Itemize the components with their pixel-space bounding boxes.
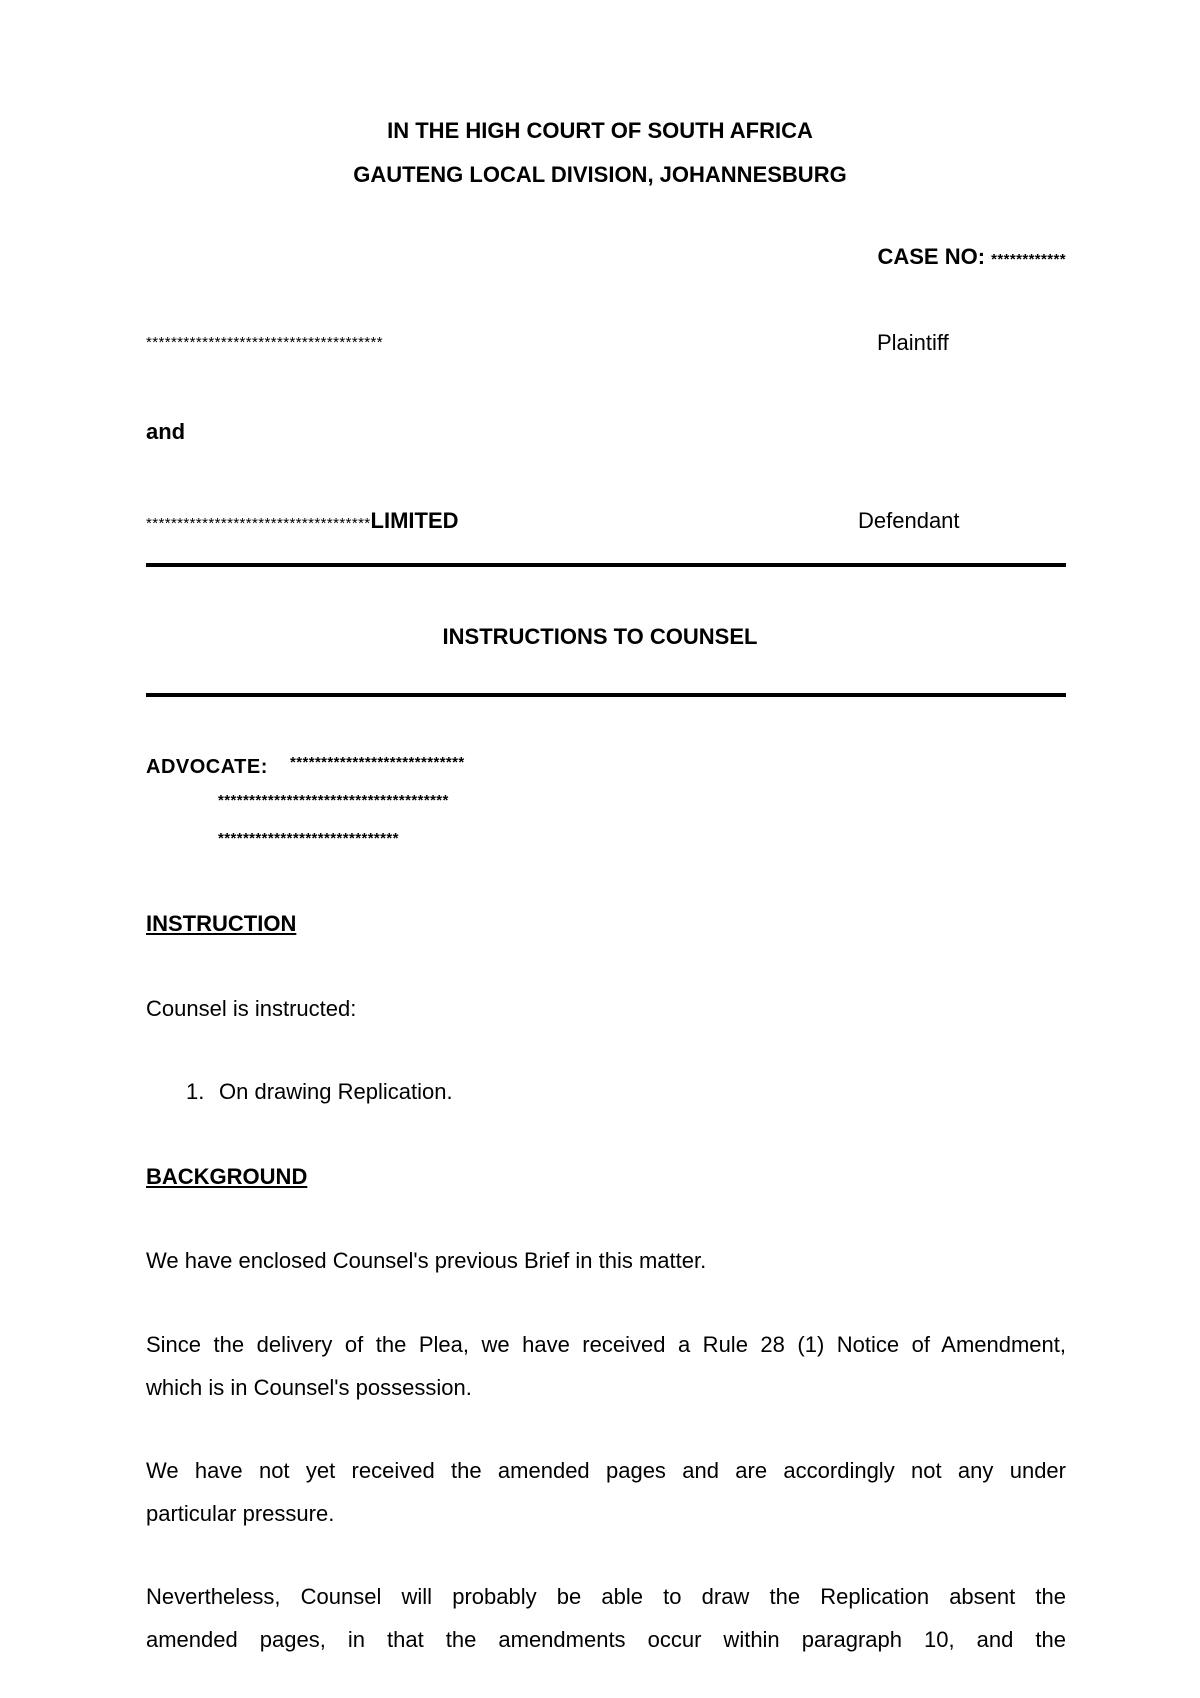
defendant-name (146, 508, 459, 537)
background-paragraph-line: amended pages, in that the amendments occur within paragraph 10, and the (146, 1627, 1066, 1652)
plaintiff-name: ************************************** (146, 334, 384, 351)
case-no-label: CASE NO: (877, 244, 986, 269)
document-title: INSTRUCTIONS TO COUNSEL (442, 624, 758, 649)
background-paragraph-line: Nevertheless, Counsel will probably be able to draw the Replication absent the (146, 1584, 1066, 1609)
background-paragraph-line: Since the delivery of the Plea, we have received a Rule 28 (1) Notice of Amendment, (146, 1332, 1066, 1357)
advocate-line: **************************** (290, 754, 465, 771)
instruction-item-number: 1. (186, 1079, 205, 1104)
case-no-value: ************ (991, 251, 1066, 268)
background-heading: BACKGROUND (146, 1164, 308, 1189)
advocate-label: ADVOCATE: (146, 756, 268, 778)
advocate-line: ************************************* (218, 792, 449, 809)
advocate-line: ***************************** (218, 830, 399, 847)
court-name: IN THE HIGH COURT OF SOUTH AFRICA (387, 118, 813, 143)
instruction-item-text: On drawing Replication. (219, 1079, 453, 1104)
divider-bottom (146, 693, 1066, 697)
defendant-name-masked: ************************************ (146, 515, 371, 532)
background-paragraph: We have enclosed Counsel's previous Brief in this matter. (146, 1248, 707, 1273)
defendant-role: Defendant (858, 508, 960, 533)
plaintiff-role: Plaintiff (877, 330, 949, 355)
background-paragraph-line: We have not yet received the amended pages and are accordingly not any under (146, 1458, 1066, 1483)
instruction-intro: Counsel is instructed: (146, 996, 357, 1021)
defendant-name-suffix: LIMITED (370, 508, 459, 533)
instruction-heading: INSTRUCTION (146, 911, 297, 936)
case-number (877, 244, 1066, 273)
background-paragraph-line: which is in Counsel's possession. (146, 1375, 472, 1400)
background-paragraph-line: particular pressure. (146, 1501, 335, 1526)
divider-top (146, 563, 1066, 567)
conjunction: and (146, 419, 186, 444)
court-division: GAUTENG LOCAL DIVISION, JOHANNESBURG (353, 162, 847, 187)
